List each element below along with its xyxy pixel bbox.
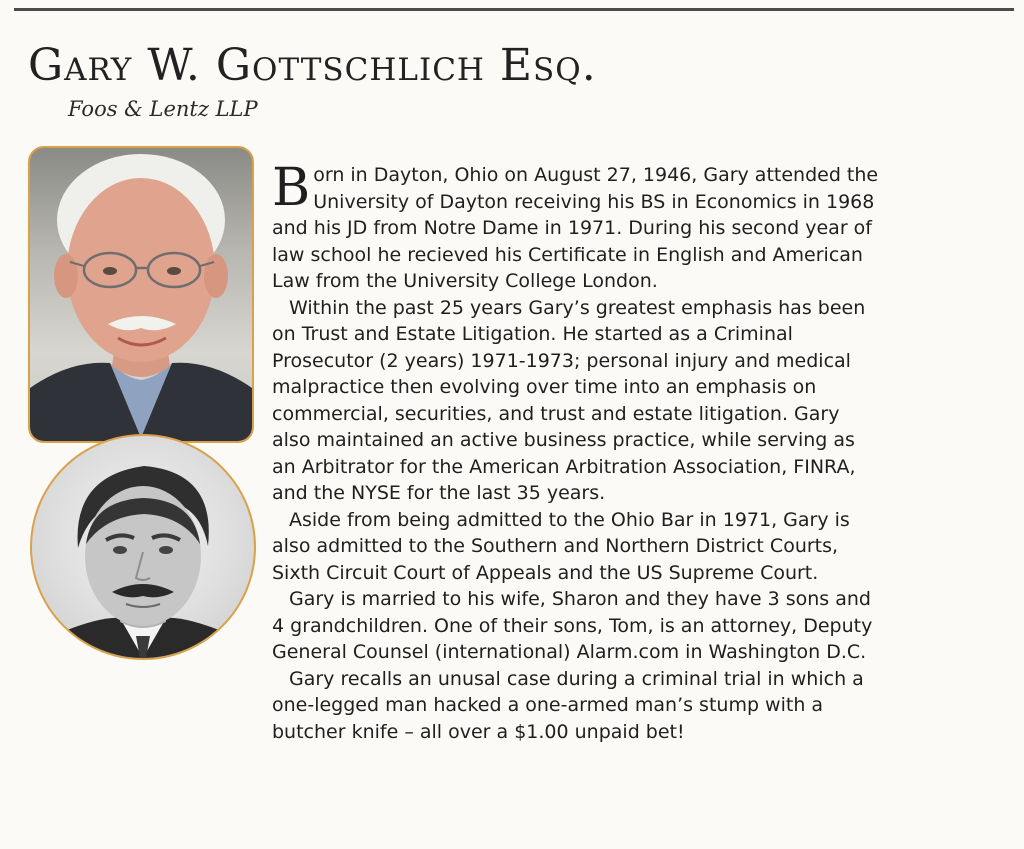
top-rule — [14, 8, 1014, 11]
bio-line: law school he recieved his Certificate in English and American — [272, 243, 863, 266]
bio-line: Within the past 25 years Gary’s greatest emphasis has been — [289, 296, 866, 319]
bio-line: orn in Dayton, Ohio on August 27, 1946, Gary attended the — [313, 164, 879, 186]
bio-line: one-legged man hacked a one-armed man’s stump with a — [272, 694, 824, 716]
bio-line: General Counsel (international) Alarm.com in Washington D.C. — [272, 641, 867, 663]
bio-paragraph-5 — [272, 666, 972, 746]
portrait-recent-drawing — [30, 148, 252, 441]
portrait-recent-photo — [28, 146, 254, 443]
portrait-vintage-drawing — [32, 436, 254, 658]
bio-line: 4 grandchildren. One of their sons, Tom, is an attorney, Deputy — [272, 614, 873, 637]
firm-name: Foos & Lentz LLP — [68, 97, 258, 121]
bio-line: also admitted to the Southern and Northern District Courts, — [272, 535, 839, 557]
portrait-vintage-photo — [30, 434, 256, 660]
bio-paragraph-2 — [272, 295, 972, 507]
bio-line: Gary recalls an unusal case during a criminal trial in which a — [289, 667, 864, 690]
bio-line: Prosecutor (2 years) 1971-1973; personal injury and medical — [272, 349, 851, 372]
bio-line: also maintained an active business practice, while serving as — [272, 429, 855, 451]
bio-line: and his JD from Notre Dame in 1971. During his second year of — [272, 217, 872, 239]
bio-line: on Trust and Estate Litigation. He started as a Criminal — [272, 323, 793, 345]
bio-line: and the NYSE for the last 35 years. — [272, 482, 606, 504]
bio-line: butcher knife – all over a $1.00 unpaid bet! — [272, 720, 685, 743]
bio-line: Gary is married to his wife, Sharon and they have 3 sons and — [289, 588, 871, 610]
bio-paragraph-1 — [272, 158, 972, 295]
bio-paragraph-3 — [272, 507, 972, 587]
bio-line: malpractice then evolving over time into an emphasis on — [272, 376, 817, 398]
bio-line: an Arbitrator for the American Arbitration Association, FINRA, — [272, 455, 856, 478]
bio-line: Law from the University College London. — [272, 270, 658, 292]
biography-text — [272, 158, 972, 745]
bio-line: Sixth Circuit Court of Appeals and the US Supreme Court. — [272, 561, 819, 584]
bio-paragraph-4 — [272, 586, 972, 666]
bio-line: Aside from being admitted to the Ohio Bar in 1971, Gary is — [289, 508, 850, 531]
drop-cap: B — [272, 158, 311, 218]
bio-line: University of Dayton receiving his BS in Economics in 1968 — [313, 190, 875, 213]
bio-line: commercial, securities, and trust and estate litigation. Gary — [272, 402, 840, 425]
page-title: Gary W. Gottschlich Esq. — [28, 40, 597, 91]
